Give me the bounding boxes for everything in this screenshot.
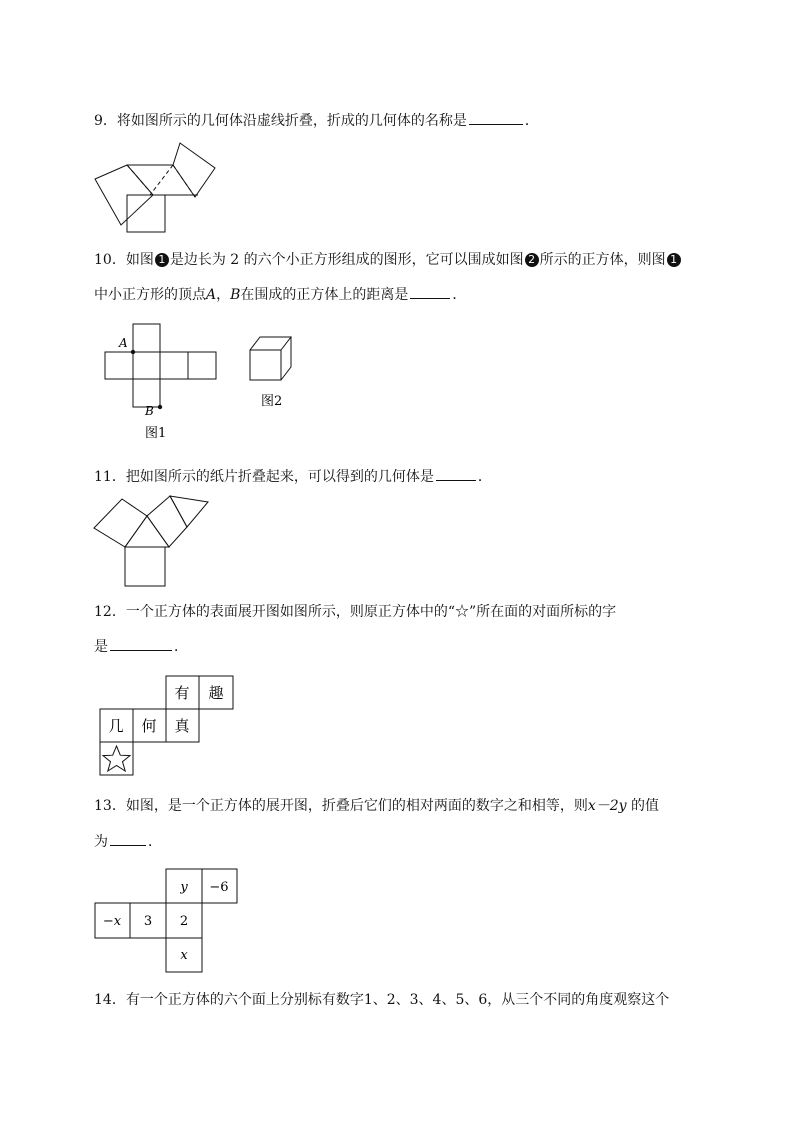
cell-zhen: 真 xyxy=(174,717,190,735)
answer-blank xyxy=(110,831,146,846)
cell-y: y xyxy=(180,880,188,895)
cell-he: 何 xyxy=(141,717,157,735)
q11-net-figure xyxy=(90,490,220,590)
cell-you: 有 xyxy=(174,684,190,702)
label-b: B xyxy=(145,404,154,418)
center-triangle xyxy=(125,516,169,547)
answer-blank xyxy=(410,284,450,299)
label-a: A xyxy=(119,336,128,350)
figure-1-caption: 图1 xyxy=(145,426,167,441)
right-square xyxy=(147,496,187,547)
question-number: 9． xyxy=(94,113,117,129)
small-triangle xyxy=(170,496,208,527)
cell-neg6: −6 xyxy=(209,880,229,895)
cell-2: 2 xyxy=(179,914,189,929)
left-square xyxy=(94,499,147,547)
answer-blank xyxy=(436,466,476,481)
cell-x: x xyxy=(180,948,188,963)
question-10: 10．如图 1 是边长为 2 的六个小正方形组成的图形，它可以围成如图 2 所示的正方体，则图 1 xyxy=(94,250,682,270)
q10-figures xyxy=(100,318,310,443)
question-11: 11．把如图所示的纸片折叠起来，可以得到的几何体是 ． xyxy=(94,466,492,487)
q12-net-figure xyxy=(95,673,240,778)
point-b xyxy=(158,405,162,409)
cell-qu: 趣 xyxy=(208,684,224,702)
cell-3: 3 xyxy=(143,914,153,929)
question-14: 14．有一个正方体的六个面上分别标有数字1、2、3、4、5、6，从三个不同的角度观察这个 xyxy=(94,992,670,1008)
q13-net-figure xyxy=(90,866,242,976)
question-13-line2: 为 ． xyxy=(94,831,162,852)
fold-lines xyxy=(127,165,195,197)
q9-net-figure xyxy=(90,138,225,238)
cell-negx: −x xyxy=(102,914,122,929)
expression: x－2y xyxy=(587,798,627,814)
right-rectangle xyxy=(173,143,215,197)
question-10-line2: 中小正方形的顶点A，B在围成的正方体上的距离是 ． xyxy=(94,284,466,305)
question-9: 9．将如图所示的几何体沿虚线折叠，折成的几何体的名称是 ． xyxy=(94,110,539,131)
cube-drawing xyxy=(250,337,291,380)
cell-ji: 几 xyxy=(108,717,124,735)
answer-blank xyxy=(469,110,523,125)
figure-2-caption: 图2 xyxy=(261,394,283,409)
point-a xyxy=(131,350,135,354)
circled-number: 2 xyxy=(525,253,539,267)
question-text: 将如图所示的几何体沿虚线折叠，折成的几何体的名称是 xyxy=(116,113,467,129)
question-12-line2: 是 ． xyxy=(94,636,188,657)
circled-number: 1 xyxy=(155,253,169,267)
question-12: 12．一个正方体的表面展开图如图所示，则原正方体中的“☆”所在面的对面所标的字 xyxy=(94,604,617,620)
question-13: 13．如图，是一个正方体的展开图，折叠后它们的相对两面的数字之和相等，则x－2y 的值 xyxy=(94,798,659,814)
circled-number: 1 xyxy=(667,253,681,267)
bottom-square xyxy=(125,547,165,586)
star-icon xyxy=(103,746,130,771)
answer-blank xyxy=(110,636,172,651)
